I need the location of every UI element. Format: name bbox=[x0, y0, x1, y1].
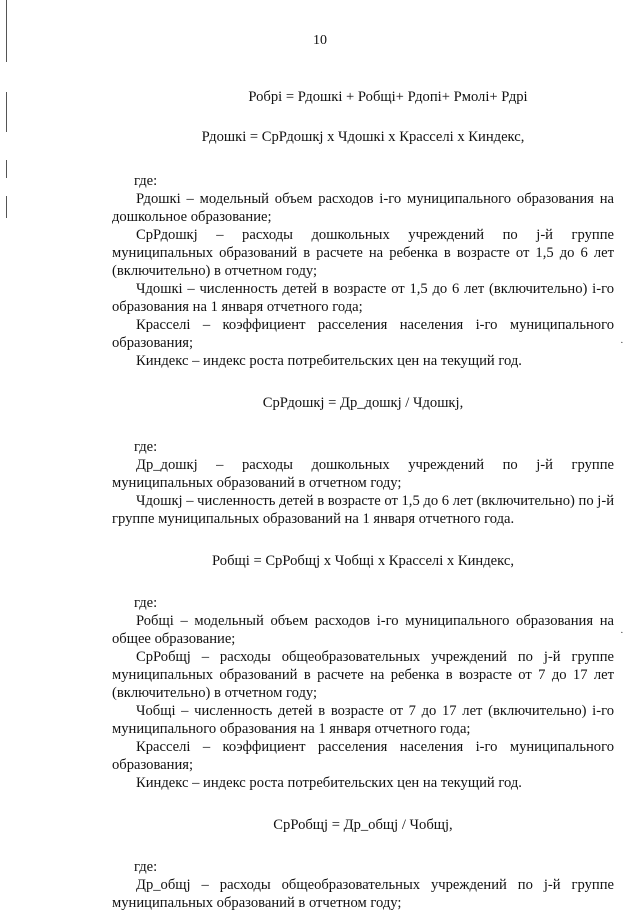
formula-preschool-expenses: Рдошкі = СрРдошкј х Чдошкі х Красселі х Киндекс, bbox=[201, 129, 525, 145]
definition-item: СрРдошкј – расходы дошкольных учреждений по ј-й группе муниципальных образований в расчете на ребенка в возрасте от 1,5 до 6 лет (включительно) в отчетном году; bbox=[112, 227, 614, 279]
scan-binding-mark bbox=[6, 196, 7, 218]
definition-item: Чдошкј – численность детей в возрасте от 1,5 до 6 лет (включительно) по ј-й группе муниципальных образований на 1 января отчетного года. bbox=[112, 493, 615, 527]
scan-binding-mark bbox=[6, 0, 7, 62]
formula-total-expenses: Робрі = Рдошкі + Робщі+ Рдопі+ Рмолі+ Рдрі bbox=[248, 89, 528, 105]
definition-item: Рдошкі – модельный объем расходов і-го муниципального образования на дошкольное образование; bbox=[112, 191, 614, 225]
formula-avg-general-education-expenses: СрРобщј = Др_общј / Чобщј, bbox=[273, 817, 453, 833]
definition-item: СрРобщј – расходы общеобразовательных учреждений по ј-й группе муниципальных образований в расчете на ребенка в возрасте от 7 до 17 лет (включительно) в отчетном году; bbox=[112, 649, 614, 701]
definition-item: Красселі – коэффициент расселения населения і-го муниципального образования; bbox=[112, 317, 614, 351]
formula-avg-preschool-expenses: СрРдошкј = Др_дошкј / Чдошкј, bbox=[262, 395, 464, 411]
where-label: где: bbox=[134, 439, 158, 455]
page-number: 10 bbox=[313, 33, 327, 48]
where-label: где: bbox=[134, 595, 158, 611]
scan-speck: · bbox=[620, 337, 624, 349]
scan-speck: · bbox=[620, 627, 624, 639]
definition-item: Киндекс – индекс роста потребительских цен на текущий год. bbox=[136, 775, 522, 791]
scan-binding-mark bbox=[6, 92, 7, 132]
definition-item: Чдошкі – численность детей в возрасте от 1,5 до 6 лет (включительно) і-го образования на 1 января отчетного года; bbox=[112, 281, 614, 315]
document-body bbox=[112, 88, 614, 912]
where-label: где: bbox=[134, 859, 158, 875]
formula-general-education-expenses: Робщі = СрРобщј х Чобщі х Красселі х Киндекс, bbox=[212, 553, 514, 569]
definition-item: Робщі – модельный объем расходов і-го муниципального образования на общее образование; bbox=[112, 613, 614, 647]
scan-binding-mark bbox=[6, 160, 7, 178]
definition-item: Красселі – коэффициент расселения населения і-го муниципального образования; bbox=[112, 739, 614, 773]
definition-item: Др_дошкј – расходы дошкольных учреждений по ј-й группе муниципальных образований в отчетном году; bbox=[112, 457, 614, 491]
where-label: где: bbox=[134, 173, 158, 189]
definition-item: Др_общј – расходы общеобразовательных учреждений по ј-й группе муниципальных образований в отчетном году; bbox=[112, 877, 614, 911]
definition-item: Киндекс – индекс роста потребительских цен на текущий год. bbox=[136, 353, 522, 369]
definition-item: Чобщі – численность детей в возрасте от 7 до 17 лет (включительно) і-го муниципального образования на 1 января отчетного года; bbox=[112, 703, 614, 737]
